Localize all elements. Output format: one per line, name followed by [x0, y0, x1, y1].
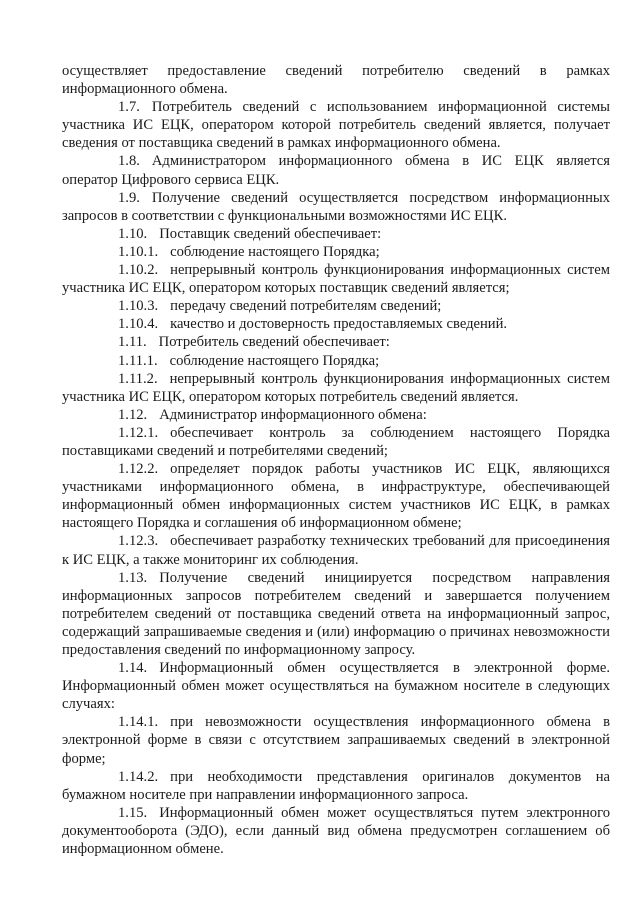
paragraph-text: Получение сведений инициируется посредством направления информационных запросов потребителем сведений и завершается получением потребителем сведений от поставщика сведений ответа на информационный запрос, содержащий запрашиваемые сведения и (или) информацию о причинах невозможности предоставления сведений по информационному запросу.: [62, 569, 610, 658]
paragraph-1-10-4: [62, 315, 610, 333]
paragraph-1-14: [62, 659, 610, 713]
paragraph-number: 1.10.2.: [118, 262, 159, 279]
paragraph-number: 1.11.1.: [118, 352, 158, 369]
paragraph-text: Поставщик сведений обеспечивает:: [159, 225, 382, 242]
paragraph-1-10: [62, 225, 610, 243]
paragraph-number: 1.13.: [118, 569, 148, 586]
paragraph-text: обеспечивает разработку технических требований для присоединения к ИС ЕЦК, а также мониторинг их соблюдения.: [62, 533, 610, 568]
paragraph-text: определяет порядок работы участников ИС ЕЦК, являющихся участниками информационного обмена, в инфраструктуре, обеспечивающей информационный обмен информационных систем участников ИС ЕЦК, в рамках настоящего Порядка и соглашения об информационном обмене;: [62, 461, 610, 532]
paragraph-text: Потребитель сведений обеспечивает:: [158, 334, 390, 351]
paragraph-number: 1.14.2.: [118, 768, 159, 785]
paragraph-number: 1.14.: [118, 660, 148, 677]
paragraph-1-14-1: [62, 713, 610, 767]
paragraph-1-12: [62, 406, 610, 424]
paragraph-1-11: [62, 333, 610, 351]
paragraph-1-10-2: [62, 261, 610, 297]
paragraph-1-12-2: [62, 460, 610, 532]
paragraph-1-10-3: [62, 297, 610, 315]
paragraph-text: осуществляет предоставление сведений потребителю сведений в рамках информационного обмена.: [62, 63, 610, 98]
paragraph-continuation: [62, 62, 610, 98]
paragraph-number: 1.11.2.: [118, 370, 158, 387]
paragraph-1-9: [62, 189, 610, 225]
paragraph-text: при необходимости представления оригиналов документов на бумажном носителе при направлении информационного запроса.: [62, 768, 610, 803]
paragraph-text: непрерывный контроль функционирования информационных систем участника ИС ЕЦК, оператором которых поставщик сведений является;: [62, 262, 610, 297]
paragraph-text: соблюдение настоящего Порядка;: [169, 352, 380, 369]
paragraph-1-8: [62, 152, 610, 188]
paragraph-text: Информационный обмен может осуществляться путем электронного документооборота (ЭДО), если данный вид обмена предусмотрен соглашением об информационном обмене.: [62, 804, 610, 858]
paragraph-number: 1.7.: [118, 99, 140, 116]
paragraph-text: передачу сведений потребителям сведений;: [170, 298, 442, 315]
paragraph-text: Администратором информационного обмена в ИС ЕЦК является оператор Цифрового сервиса ЕЦК.: [62, 153, 610, 188]
paragraph-text: Потребитель сведений с использованием информационной системы участника ИС ЕЦК, оператором которой потребитель сведений является, получает сведения от поставщика сведений в рамках информационного обмена.: [62, 99, 610, 152]
paragraph-text: Получение сведений осуществляется посредством информационных запросов в соответствии с функциональными возможностями ИС ЕЦК.: [62, 189, 610, 224]
paragraph-1-15: [62, 804, 610, 858]
paragraph-1-7: [62, 98, 610, 152]
paragraph-number: 1.10.: [118, 225, 148, 242]
paragraph-number: 1.9.: [118, 189, 140, 206]
paragraph-number: 1.15.: [118, 804, 148, 821]
paragraph-1-11-1: [62, 352, 610, 370]
paragraph-text: Информационный обмен осуществляется в электронной форме. Информационный обмен может осуществляться на бумажном носителе в следующих случаях:: [62, 660, 610, 713]
paragraph-number: 1.12.3.: [118, 533, 159, 550]
paragraph-number: 1.12.2.: [118, 461, 159, 478]
paragraph-text: качество и достоверность предоставляемых сведений.: [170, 316, 508, 333]
paragraph-1-14-2: [62, 768, 610, 804]
paragraph-1-11-2: [62, 370, 610, 406]
paragraph-number: 1.8.: [118, 153, 140, 170]
document-body: [62, 62, 610, 858]
paragraph-number: 1.10.4.: [118, 316, 159, 333]
paragraph-text: обеспечивает контроль за соблюдением настоящего Порядка поставщиками сведений и потребителями сведений;: [62, 424, 610, 459]
paragraph-number: 1.12.1.: [118, 424, 159, 441]
paragraph-1-12-3: [62, 532, 610, 568]
paragraph-number: 1.14.1.: [118, 714, 159, 731]
paragraph-1-12-1: [62, 424, 610, 460]
paragraph-number: 1.10.3.: [118, 298, 159, 315]
paragraph-text: соблюдение настоящего Порядка;: [170, 243, 380, 260]
paragraph-1-13: [62, 569, 610, 659]
paragraph-text: Администратор информационного обмена:: [159, 406, 427, 423]
paragraph-text: при невозможности осуществления информационного обмена в электронной форме в связи с отсутствием запрашиваемых сведений в электронной форме;: [62, 714, 610, 767]
paragraph-number: 1.12.: [118, 406, 148, 423]
paragraph-number: 1.11.: [118, 334, 147, 351]
paragraph-number: 1.10.1.: [118, 243, 159, 260]
paragraph-1-10-1: [62, 243, 610, 261]
paragraph-text: непрерывный контроль функционирования информационных систем участника ИС ЕЦК, оператором которых потребитель сведений является.: [62, 370, 610, 405]
